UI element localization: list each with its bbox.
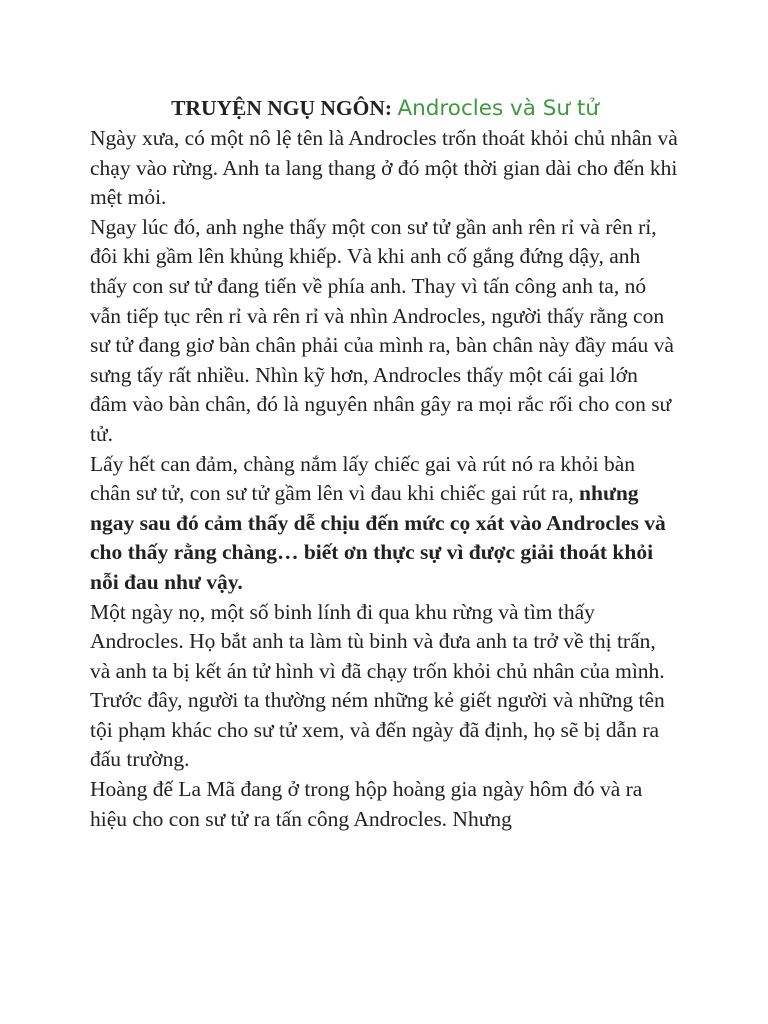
paragraph-3-normal-text: Lấy hết can đảm, chàng nắm lấy chiếc gai và rút nó ra khỏi bàn chân sư tử, con sư tử gầm lên vì đau khi chiếc gai rút ra, bbox=[90, 451, 636, 506]
paragraph-3 bbox=[90, 450, 680, 598]
page-title bbox=[90, 92, 680, 124]
paragraph-6: Hoàng đế La Mã đang ở trong hộp hoàng gia ngày hôm đó và ra hiệu cho con sư tử ra tấn công Androcles. Nhưng bbox=[90, 777, 643, 831]
document-page bbox=[90, 92, 680, 834]
title-label: TRUYỆN NGỤ NGÔN: bbox=[171, 96, 393, 120]
paragraph-4: Một ngày nọ, một số binh lính đi qua khu rừng và tìm thấy Androcles. Họ bắt anh ta làm tù binh và đưa anh ta trở về thị trấn, và anh ta bị kết án tử hình vì đã chạy trốn khỏi chủ nhân của mình. bbox=[90, 599, 665, 683]
paragraph-5: Trước đây, người ta thường ném những kẻ giết người và những tên tội phạm khác cho sư tử xem, và đến ngày đã định, họ sẽ bị dẫn ra đấu trường. bbox=[90, 688, 665, 772]
paragraph-3-bold-text: nhưng ngay sau đó cảm thấy dễ chịu đến mức cọ xát vào Androcles và cho thấy rằng chàng… biết ơn thực sự vì được giải thoát khỏi nỗi đau như vậy. bbox=[90, 481, 666, 594]
story-title: Androcles và Sư tử bbox=[397, 96, 599, 121]
paragraph-2: Ngay lúc đó, anh nghe thấy một con sư tử gần anh rên rỉ và rên rỉ, đôi khi gầm lên khủng khiếp. Và khi anh cố gắng đứng dậy, anh thấy con sư tử đang tiến về phía anh. Thay vì tấn công anh ta, nó vẫn tiếp tục rên rỉ và rên rỉ và nhìn Androcles, người thấy rằng con sư tử đang giơ bàn chân phải của mình ra, bàn chân này đầy máu và sưng tấy rất nhiều. Nhìn kỹ hơn, Androcles thấy một cái gai lớn đâm vào bàn chân, đó là nguyên nhân gây ra mọi rắc rối cho con sư tử. bbox=[90, 214, 674, 446]
paragraph-1: Ngày xưa, có một nô lệ tên là Androcles trốn thoát khỏi chủ nhân và chạy vào rừng. Anh ta lang thang ở đó một thời gian dài cho đến khi mệt mỏi. bbox=[90, 126, 678, 210]
